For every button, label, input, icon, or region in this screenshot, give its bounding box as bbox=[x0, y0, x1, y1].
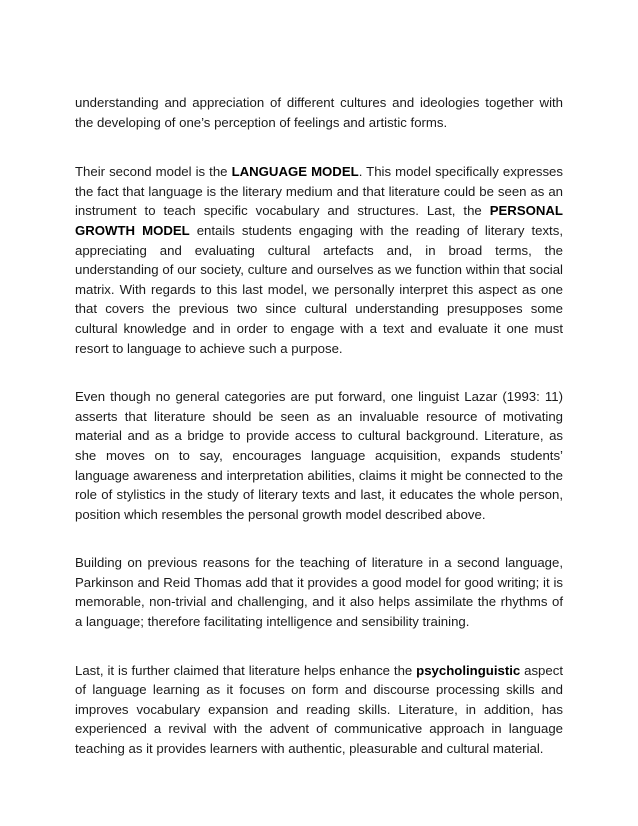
paragraph-text: Their second model is the bbox=[75, 164, 232, 180]
paragraph-text: understanding and appreciation of different cultures and ideologies together with the developing of one’s perception of feelings and artistic forms. bbox=[75, 95, 563, 130]
paragraph-text: aspect of language learning as it focuses on form and discourse processing skills and improves vocabulary expansion and reading skills. Literature, in addition, has experienced a revival with the advent of communicative approach in language teaching as it provides learners with authentic, pleasurable and cultural material. bbox=[75, 662, 563, 757]
paragraph-3 bbox=[75, 387, 563, 524]
term-psycholinguistic: psycholinguistic bbox=[416, 662, 521, 678]
paragraph-5 bbox=[75, 661, 563, 759]
document-page bbox=[75, 93, 563, 788]
paragraph-text: Last, it is further claimed that literature helps enhance the bbox=[75, 662, 417, 678]
term-personal-growth-model: PERSONAL GROWTH MODEL bbox=[75, 203, 563, 238]
paragraph-text: Even though no general categories are put forward, one linguist Lazar (1993: 11) asserts that literature should be seen as an invaluable resource of motivating material and as a bridge to provide access to cultural background. Literature, as she moves on to say, encourages language acquisition, expands students’ language awareness and interpretation abilities, claims it might be connected to the role of stylistics in the study of literary texts and last, it educates the whole person, position which resembles the personal growth model described above. bbox=[75, 389, 563, 522]
paragraph-2 bbox=[75, 162, 563, 358]
paragraph-4 bbox=[75, 553, 563, 631]
paragraph-text: . This model specifically expresses the fact that language is the literary medium and that literature could be seen as an instrument to teach specific vocabulary and structures. Last, the bbox=[75, 164, 563, 219]
paragraph-text: entails students engaging with the reading of literary texts, appreciating and evaluating cultural artefacts and, in broad terms, the understanding of our society, culture and ourselves as we function within that social matrix. With regards to this last model, we personally interpret this aspect as one that covers the previous two since cultural understanding presupposes some cultural knowledge and in order to engage with a text and evaluate it one must resort to language to achieve such a purpose. bbox=[75, 222, 563, 356]
paragraph-1 bbox=[75, 93, 563, 132]
paragraph-text: Building on previous reasons for the teaching of literature in a second language, Parkinson and Reid Thomas add that it provides a good model for good writing; it is memorable, non-trivial and challenging, and it also helps assimilate the rhythms of a language; therefore facilitating intelligence and sensibility training. bbox=[75, 555, 563, 630]
term-language-model: LANGUAGE MODEL bbox=[231, 164, 359, 180]
